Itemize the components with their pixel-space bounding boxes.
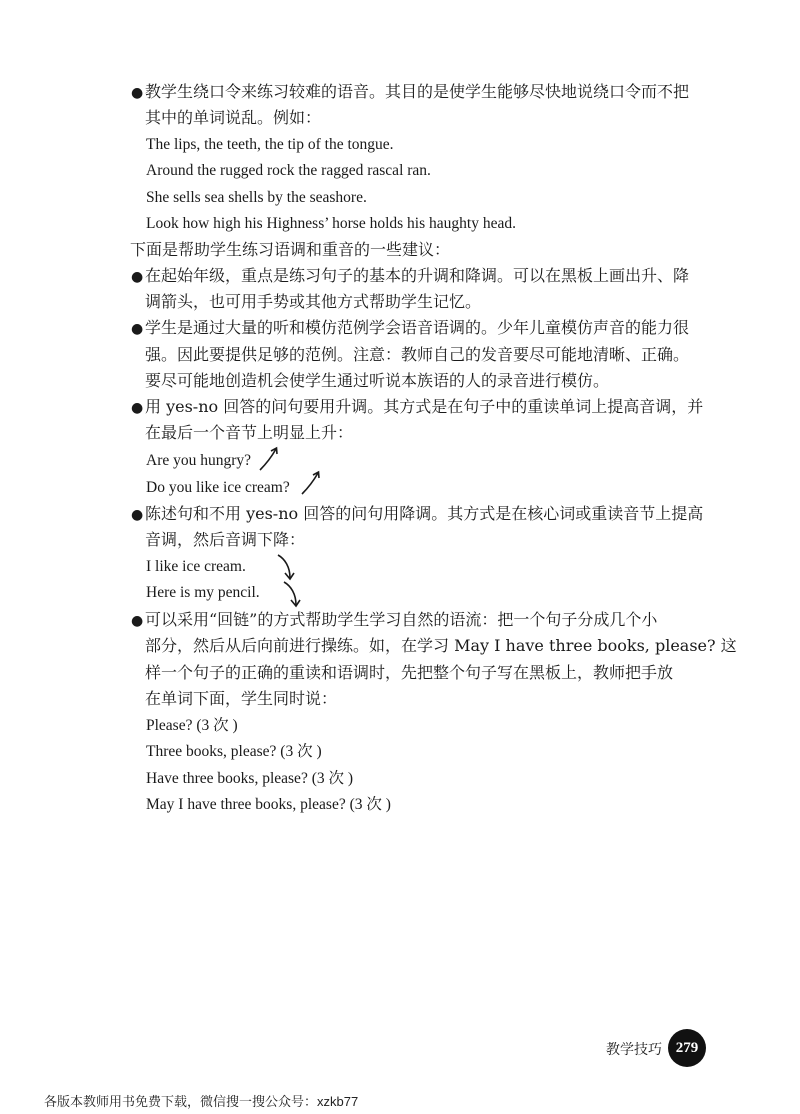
rising-example: Are you hungry?: [146, 452, 252, 469]
paragraph-line: 教学生绕口令来练习较难的语音。其目的是使学生能够尽快地说绕口令而不把: [145, 82, 690, 101]
paragraph-line: 音调，然后音调下降：: [145, 530, 306, 549]
paragraph-line: 在单词下面，学生同时说：: [145, 689, 338, 708]
page-number-badge: 279: [668, 1029, 706, 1067]
paragraph-line: 可以采用“回链”的方式帮助学生学习自然的语流：把一个句子分成几个小: [145, 610, 658, 629]
paragraph-line: 要尽可能地创造机会使学生通过听说本族语的人的录音进行模仿。: [145, 371, 610, 390]
falling-example: I like ice cream.: [146, 558, 246, 575]
download-notice: 各版本教师用书免费下载，微信搜一搜公众号：xzkb77: [44, 1094, 359, 1109]
tongue-twister: Look how high his Highness’ horse holds his haughty head.: [146, 215, 516, 232]
paragraph-line: 学生是通过大量的听和模仿范例学会语音语调的。少年儿童模仿声音的能力很: [145, 318, 690, 337]
bullet: ●: [131, 400, 144, 416]
rising-intonation-arrow-icon: [258, 446, 282, 472]
backchain-step: May I have three books, please? (3 次 ): [146, 796, 391, 813]
paragraph-line: 陈述句和不用 yes-no 回答的问句用降调。其方式是在核心词或重读音节上提高: [145, 504, 704, 523]
tongue-twister: She sells sea shells by the seashore.: [146, 189, 367, 206]
bullet: ●: [131, 321, 144, 337]
falling-example: Here is my pencil.: [146, 584, 260, 601]
paragraph-line: 其中的单词说乱。例如：: [145, 108, 322, 127]
paragraph-line: 调箭头，也可用手势或其他方式帮助学生记忆。: [145, 292, 482, 311]
tongue-twister: The lips, the teeth, the tip of the tongue.: [146, 136, 394, 153]
backchain-step: Have three books, please? (3 次 ): [146, 770, 354, 787]
rising-intonation-arrow-icon: [300, 470, 324, 496]
paragraph-line: 在最后一个音节上明显上升：: [145, 423, 354, 442]
paragraph-line: 在起始年级，重点是练习句子的基本的升调和降调。可以在黑板上画出升、降: [145, 266, 690, 285]
bullet: ●: [131, 85, 144, 101]
falling-intonation-arrow-icon: [281, 580, 303, 608]
paragraph-line: 强。因此要提供足够的范例。注意：教师自己的发音要尽可能地清晰、正确。: [145, 345, 690, 364]
section-footer-label: 教学技巧: [606, 1042, 662, 1058]
paragraph-line: 部分，然后从后向前进行操练。如，在学习 May I have three books, please? 这: [145, 636, 737, 655]
section-intro: 下面是帮助学生练习语调和重音的一些建议：: [130, 240, 451, 259]
bullet: ●: [131, 269, 144, 285]
tongue-twister: Around the rugged rock the ragged rascal ran.: [146, 162, 431, 179]
paragraph-line: 用 yes-no 回答的问句要用升调。其方式是在句子中的重读单词上提高音调，并: [145, 397, 704, 416]
rising-example: Do you like ice cream?: [146, 479, 290, 496]
bullet: ●: [131, 613, 144, 629]
bullet: ●: [131, 507, 144, 523]
falling-intonation-arrow-icon: [275, 553, 297, 581]
backchain-step: Three books, please? (3 次 ): [146, 743, 322, 760]
paragraph-line: 样一个句子的正确的重读和语调时，先把整个句子写在黑板上，教师把手放: [145, 663, 674, 682]
backchain-step: Please? (3 次 ): [146, 717, 238, 734]
